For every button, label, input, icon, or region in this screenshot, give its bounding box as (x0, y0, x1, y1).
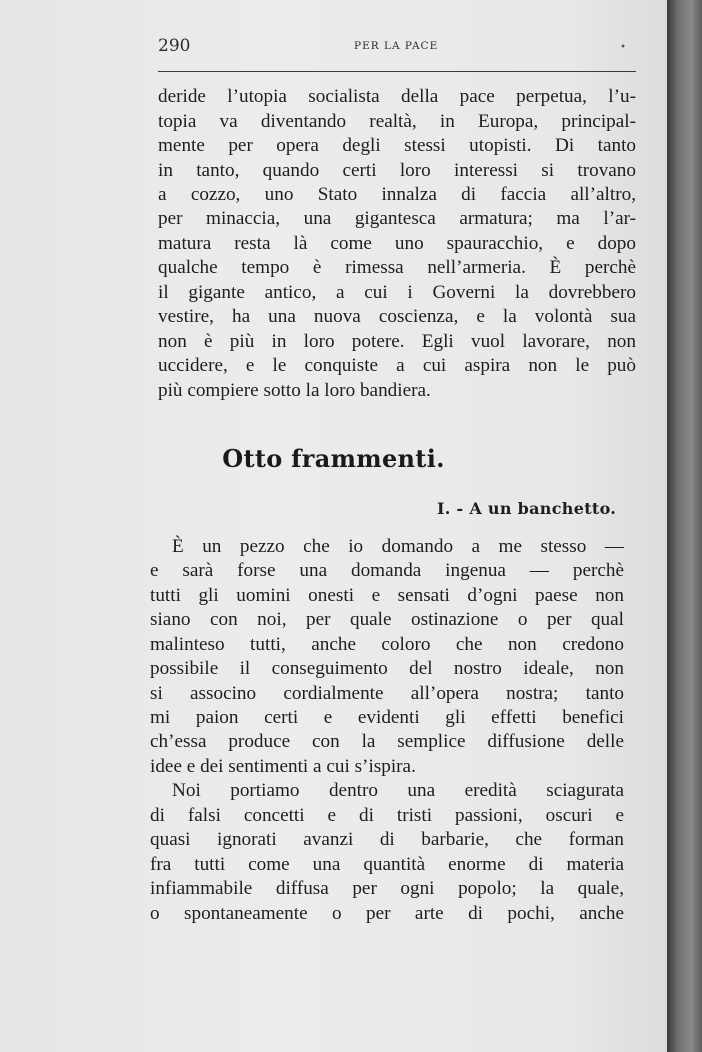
text-line: qualche tempo è rimessa nell’armeria. È perchè (158, 257, 636, 278)
text-line: di falsi concetti e di tristi passioni, oscuri e (150, 805, 624, 826)
text-line: per minaccia, una gigantesca armatura; ma l’ar- (158, 208, 636, 229)
text-line: topia va diventando realtà, in Europa, principal- (158, 111, 636, 132)
text-line: quasi ignorati avanzi di barbarie, che forman (150, 829, 624, 850)
book-binding-edge (667, 0, 702, 1052)
page-header (158, 36, 636, 64)
text-line: in tanto, quando certi loro interessi si trovano (158, 160, 636, 181)
text-line: Noi portiamo dentro una eredità sciagurata (172, 780, 624, 801)
text-line: deride l’utopia socialista della pace perpetua, l’u- (158, 86, 636, 107)
text-line: il gigante antico, a cui i Governi la dovrebbero (158, 282, 636, 303)
text-line: mente per opera degli stessi utopisti. Di tanto (158, 135, 636, 156)
text-line: malinteso tutti, anche coloro che non credono (150, 634, 624, 655)
text-line: vestire, ha una nuova coscienza, e la volontà sua (158, 306, 636, 327)
text-line: tutti gli uomini onesti e sensati d’ogni paese non (150, 585, 624, 606)
header-rule (158, 71, 636, 72)
running-head: PER LA PACE (354, 40, 439, 52)
text-line: infiammabile diffusa per ogni popolo; la quale, (150, 878, 624, 899)
text-line: mi paion certi e evidenti gli effetti benefici (150, 707, 624, 728)
text-line: È un pezzo che io domando a me stesso — (172, 536, 624, 557)
text-line: idee e dei sentimenti a cui s’ispira. (150, 756, 416, 777)
text-line: più compiere sotto la loro bandiera. (158, 380, 431, 401)
text-line: a cozzo, uno Stato innalza di faccia all’altro, (158, 184, 636, 205)
text-line: e sarà forse una domanda ingenua — perchè (150, 560, 624, 581)
text-line: possibile il conseguimento del nostro ideale, non (150, 658, 624, 679)
text-line: o spontaneamente o per arte di pochi, anche (150, 903, 624, 924)
text-line: matura resta là come uno spauracchio, e dopo (158, 233, 636, 254)
text-line: non è più in loro potere. Egli vuol lavorare, non (158, 331, 636, 352)
subsection-title: I. - A un banchetto. (437, 499, 617, 518)
page-number: 290 (158, 36, 191, 56)
text-line: siano con noi, per quale ostinazione o per qual (150, 609, 624, 630)
ink-speck-mark: • (620, 42, 626, 53)
text-line: ch’essa produce con la semplice diffusione delle (150, 731, 624, 752)
text-line: fra tutti come una quantità enorme di materia (150, 854, 624, 875)
text-line: uccidere, e le conquiste a cui aspira non le può (158, 355, 636, 376)
text-line: si associno cordialmente all’opera nostra; tanto (150, 683, 624, 704)
section-title: Otto frammenti. (222, 444, 445, 473)
